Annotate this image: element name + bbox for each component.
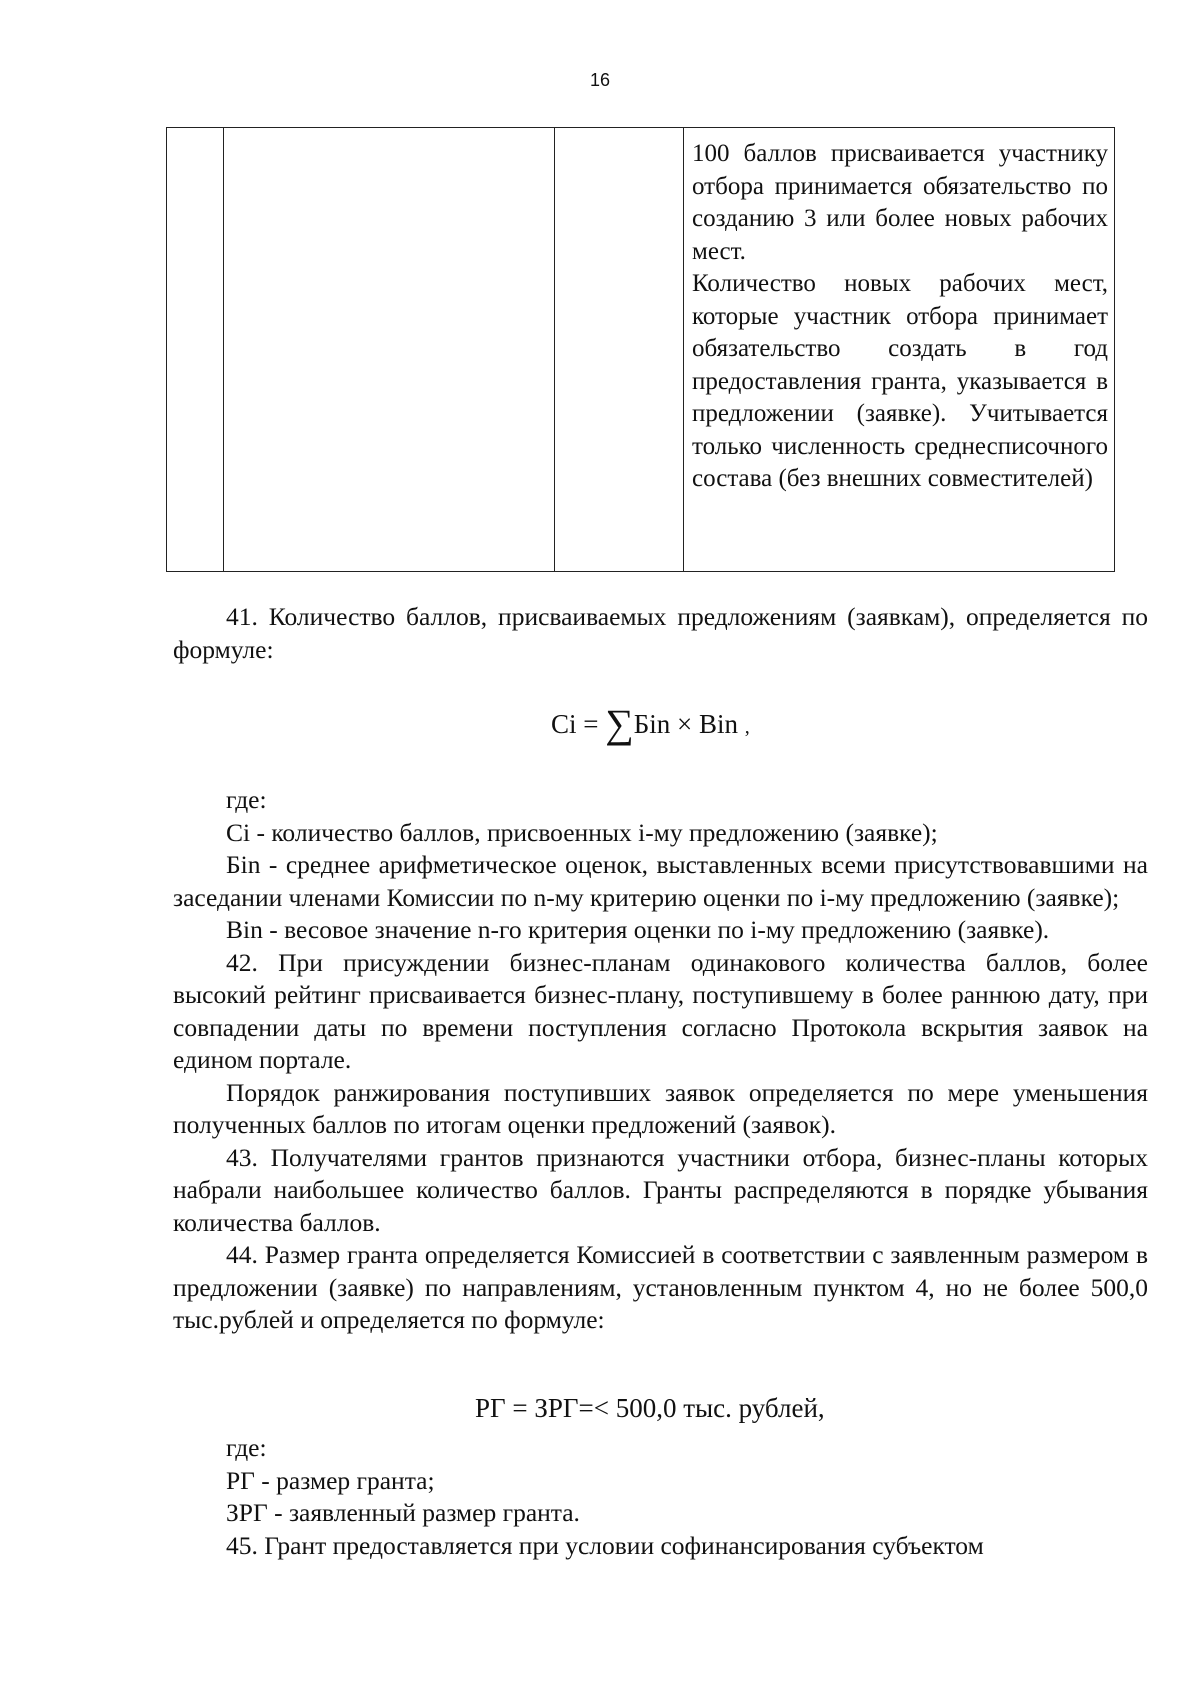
formula-comma: , <box>744 716 750 738</box>
formula-score <box>551 700 750 747</box>
criteria-table <box>166 127 1115 572</box>
paragraph-42: 42. При присуждении бизнес-планам одинакового количества баллов, более высокий рейтинг присваивается бизнес-плану, поступившему в более раннюю дату, при совпадении даты по времени поступления согласно Протокола вскрытия заявок на едином портале. <box>173 947 1148 1074</box>
table-cell-number <box>167 128 224 572</box>
paragraph-44: 44. Размер гранта определяется Комиссией в соответствии с заявленным размером в предложении (заявке) по направлениям, установленным пунктом 4, но не более 500,0 тыс.рублей и определяется по формуле: <box>173 1240 1148 1334</box>
paragraph-ranking: Порядок ранжирования поступивших заявок определяется по мере уменьшения полученных баллов по итогам оценки предложений (заявок). <box>173 1077 1148 1139</box>
definition-bin-weight: Bin - весовое значение n-го критерия оценки по i-му предложению (заявке). <box>226 915 1050 944</box>
formula-grant-size: РГ = ЗРГ=< 500,0 тыс. рублей, <box>475 1393 825 1423</box>
formula-left: Ci = <box>551 709 599 739</box>
page-number: 16 <box>589 70 611 90</box>
cell-paragraph-2: Количество новых рабочих мест, которые участник отбора принимает обязательство создать в год предоставления гранта, указывается в предложении (заявке). Учитывается только численность среднесписочного состава (без внешних совместителей) <box>692 270 1108 492</box>
table-row <box>167 128 1115 572</box>
section-41 <box>173 601 1148 666</box>
main-text-block <box>173 784 1148 1337</box>
paragraph-43: 43. Получателями грантов признаются участники отбора, бизнес-планы которых набрали наибольшее количество баллов. Гранты распределяются в порядке убывания количества баллов. <box>173 1142 1148 1237</box>
definition-bin-average: Бin - среднее арифметическое оценок, выставленных всеми присутствовавшими на заседании членами Комиссии по n-му критерию оценки по i-му предложению (заявке); <box>173 850 1148 912</box>
formula-right: Бin × Bin <box>633 709 739 739</box>
definition-rg: РГ - размер гранта; <box>226 1465 435 1495</box>
where-label-2: где: <box>226 1433 267 1462</box>
sum-symbol: ∑ <box>605 701 634 746</box>
where-label-1: где: <box>226 785 267 814</box>
cell-paragraph-1: 100 баллов присваивается участнику отбора принимается обязательство по созданию 3 или более новых рабочих мест. <box>692 140 1108 265</box>
definition-ci: Ci - количество баллов, присвоенных i-му предложению (заявке); <box>226 817 938 847</box>
paragraph-45: 45. Грант предоставляется при условии софинансирования субъектом <box>226 1530 984 1560</box>
definitions-block-2 <box>173 1432 1148 1562</box>
table-cell-criterion <box>224 128 555 572</box>
table-cell-weight <box>555 128 684 572</box>
definition-zrg: ЗРГ - заявленный размер гранта. <box>226 1498 580 1527</box>
table-cell-description <box>684 128 1115 572</box>
paragraph-41: 41. Количество баллов, присваиваемых предложениям (заявкам), определяется по формуле: <box>173 602 1148 664</box>
